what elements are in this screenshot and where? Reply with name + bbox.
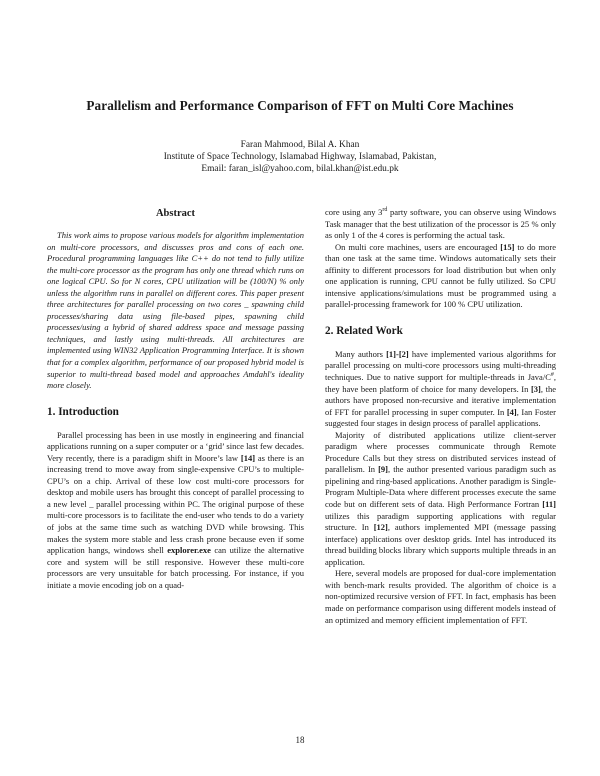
- citation: [3]: [530, 383, 541, 394]
- citation: [9]: [378, 464, 389, 475]
- citation: [1]-[2]: [386, 348, 409, 359]
- citation: [12]: [373, 522, 388, 533]
- section-heading-related-work: 2. Related Work: [325, 324, 403, 337]
- citation: [11]: [542, 499, 556, 510]
- section-heading-introduction: 1. Introduction: [47, 405, 119, 418]
- page-number: 18: [295, 735, 305, 745]
- related-paragraph-2: Majority of distributed applications utilize client-server paradigm where processes communicate through Remote Procedure Calls but they stress on distributed services instead of parallelism. In [9], the author presented various paradigm such as pipelining and ring-based applications. Another paradigm is Single-Program Multiple-Data where different processes execute the same code but on different sets of data. High Performance Fortran [11] utilizes this paradigm supporting applications with regular structure. In [12], authors implemented MPI (message passing interface) applications over desktop grids. Intel has introduced its thread building blocks library which supports multiple threads in an application.: [325, 429, 557, 567]
- intro-paragraph-1-continued: core using any 3rd party software, you can observe using Windows Task manager that the best utilization of the processor is 25 % only as only 1 of the 4 cores is performing the actual task.: [325, 207, 557, 241]
- citation: [15]: [500, 241, 515, 252]
- author-names: Faran Mahmood, Bilal A. Khan: [240, 140, 360, 150]
- bold-term: explorer.exe: [167, 545, 211, 556]
- right-column: [325, 207, 556, 626]
- author-block: [0, 139, 600, 175]
- intro-paragraph-1: Parallel processing has been in use mostly in engineering and financial applications running on a super computer or a ‘grid’ since last few decades. Very recently, there is a paradigm shift in Moore’s law [14] as there is an increasing trend to move away from single-expensive CPU’s to multiple-CPU’s on a chip. Arrival of these low cost multi-core processors for desktop and mobile users has brought this concept of parallel processing to a new level _ parallel processing within PC. The original purpose of these multi-core processors is to facilitate the end-user who tends to do a variety of jobs at the same time such as watching DVD while browsing. This makes the system more stable and less crash prone because even if some application hangs, windows shell explorer.exe can utilize the alternative core and system will be still responsive. However these multi-core processors are very unsuitable for batch processing. For instance, if you initiate a movie encoding job on a quad-: [47, 429, 304, 590]
- intro-paragraph-2: On multi core machines, users are encouraged [15] to do more than one task at the same time. Windows automatically sets their affinity to different processors for load distribution but when only one application is running, CPU cannot be fully utilized. So CPU intensive applications/simulations must be programmed using a parallel-processing framework for 100 % CPU utilization.: [325, 241, 556, 310]
- citation: [4]: [506, 406, 517, 417]
- related-paragraph-1: Many authors [1]-[2] have implemented various algorithms for parallel processing on multi-core processors using multi-threading techniques. Due to native support for multiple-threads in Java/C#, they have been platform of choice for many developers. In [3], the authors have proposed non-recursive and iterative implementation of FFT for parallel processing in super computer. In [4], Ian Foster suggested four stages in design process of parallel applications.: [325, 348, 556, 429]
- paper-title: Parallelism and Performance Comparison of FFT on Multi Core Machines: [86, 98, 514, 113]
- left-column: [47, 207, 304, 591]
- citation: [14]: [240, 452, 256, 463]
- abstract-text: This work aims to propose various models for algorithm implementation on multi-core processors, and discusses pros and cons of each one. Procedural programming languages like C++ do not tend to fully utilize the multi-core processor as the program has only one thread which runs on one logical CPU. So for N cores, CPU utilization will be (100/N) % only unless the algorithm runs in parallel on different cores. This paper present three architectures for parallel processing on two cores _ spawning child processes/sharing data using file-based pipes, spawning child processes/using a hybrid of shared address space and message passing techniques, and lastly using multi-threads. All architectures are implemented using WIN32 Application Programming Interface. It is shown that for a complex algorithm, performance of our proposed hybrid model is superior to multi-thread based model and approaches Amdahl's ideality more closely.: [47, 230, 304, 391]
- author-affiliation: Institute of Space Technology, Islamabad Highway, Islamabad, Pakistan,: [163, 152, 437, 162]
- related-paragraph-3: Here, several models are proposed for dual-core implementation with bench-mark results provided. The algorithm of choice is a non-optimized recursive version of FFT. In fact, emphasis has been made on performance comparison using different models instead of an optimized and memory efficient implementation of FFT.: [325, 568, 556, 625]
- author-email: Email: faran_isl@yahoo.com, bilal.khan@ist.edu.pk: [201, 164, 399, 174]
- abstract-heading: Abstract: [155, 208, 196, 219]
